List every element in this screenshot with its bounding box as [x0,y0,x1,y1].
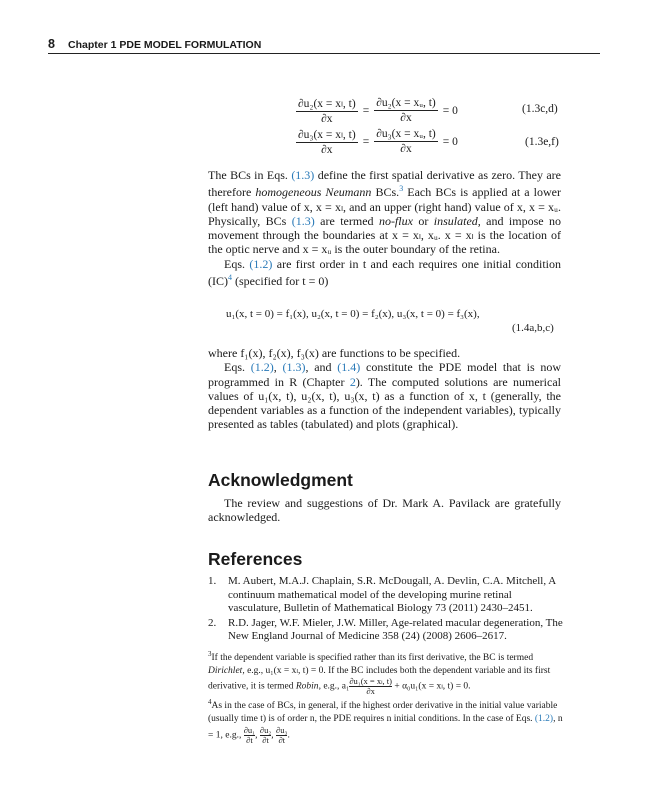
fraction: $\frac{\text{∂u₁}}{\partial t}$ [243,724,256,745]
equation-tail: = 0 [442,135,458,148]
equation-tail: = 0 [442,104,458,117]
numerator: ∂u₃(x = xₗ, t) [298,129,356,141]
denominator: ∂x [321,113,333,125]
fraction: $\frac{\text{∂u₃}}{\partial t}$ [276,724,288,745]
reference-number: 2. [208,616,217,629]
paragraph-model: Eqs. (1.2), (1.3), and (1.4) constitute the PDE model that is now programmed in R (Chapter 2). The computed solutions are numerical values of u₁(x, t), u₂(x, t), u₃(x, t) as a function of x, t (generally, the dependent variables as a function of the independent variables), typically presented as tables (tabulated) and plots (graphical). [208,360,562,432]
footnote-marker[interactable]: 4 [228,273,232,283]
equation-1-3cd: $\frac{\text{∂u₂(x = xₗ, t)}}{\partial x}$ = $\frac{\text{∂u₂(x = xᵤ, t)}}{\partial x}$ = 0 [298,97,458,125]
acknowledgment-heading: Acknowledgment [208,470,353,490]
denominator: ∂x [400,112,412,124]
denominator: ∂x [400,143,412,155]
chapter-title: Chapter 1 PDE MODEL FORMULATION [68,39,262,51]
acknowledgment-text-block [208,496,561,525]
body-text-block [208,168,561,288]
equation-link[interactable]: (1.2) [534,714,554,725]
reference-text: R.D. Jager, W.F. Mieler, J.W. Miller, Age-related macular degeneration, The New England Journal of Medicine 358 (24) (2008) 2606–2617. [228,616,563,642]
equation-1-4: u₁(x, t = 0) = f₁(x), u₂(x, t = 0) = f₂(x), u₃(x, t = 0) = f₃(x), [226,308,480,320]
footnote-marker[interactable]: 3 [399,184,404,194]
reference-item [208,617,563,644]
chapter-link[interactable]: 2 [349,374,356,389]
paragraph-functions: where f₁(x), f₂(x), f₃(x) are functions to be specified. [208,346,461,360]
header-rule [48,53,600,54]
equation-label: (1.4a,b,c) [512,322,554,334]
paragraph-bcs: The BCs in Eqs. (1.3) define the first spatial derivative as zero. They are therefore homogeneous Neumann BCs.$^3$ Each BCs is applied at a lower (left hand) value of x, x = xₗ, and an upper (right hand) value of x, x = xᵤ. Physically, BCs (1.3) are termed no-flux or insulated, and impose no movement through the boundaries at x = xₗ, xᵤ. x = xₗ is the location of the optic nerve and x = xᵤ is the outer boundary of the retina. [208,168,561,257]
equation-link[interactable]: (1.2) [249,256,273,271]
equation-link[interactable]: (1.4) [337,360,361,375]
fraction [374,128,438,155]
running-header [48,37,261,51]
equation-label: (1.3c,d) [522,103,558,115]
equation-label: (1.3e,f) [525,136,559,148]
fraction [296,96,358,125]
reference-item [208,575,563,616]
footnotes [208,648,563,745]
equation-link[interactable]: (1.3) [291,168,315,182]
equation-link[interactable]: (1.3) [282,360,306,375]
fraction [374,97,438,124]
paragraph-ic: Eqs. (1.2) are first order in t and each requires one initial condition (IC)$^4$ (specified for t = 0) [208,256,561,289]
numerator: ∂u₂(x = xᵤ, t) [376,97,436,109]
equation-link[interactable]: (1.2) [250,360,274,375]
reference-list [208,575,563,645]
equation-link[interactable]: (1.3) [291,213,315,228]
acknowledgment-text: The review and suggestions of Dr. Mark A. Pavilack are gratefully acknowledged. [208,496,561,525]
denominator: ∂x [321,144,333,156]
footnote-4: $^4$As in the case of BCs, in general, if the highest order derivative in the initial value variable (usually time t) is of order n, the PDE requires n initial conditions. In the case of Eqs. (1.2), n = 1, e.g., $\frac{\text{∂u₁}}{\partial t}$, $\frac{\text{∂u₂}}{\partial t}$, $\frac{\text{∂u₃}}{\partial t}$. [208,698,563,745]
body-text-block [208,346,561,432]
fraction: $\frac{\text{∂u₁(x = xₗ, t)}}{\partial x}$ [349,676,392,697]
numerator: ∂u₂(x = xₗ, t) [298,98,356,110]
numerator: ∂u₃(x = xᵤ, t) [376,128,436,140]
equation-1-3ef: $\frac{\text{∂u₃(x = xₗ, t)}}{\partial x}$ = $\frac{\text{∂u₃(x = xᵤ, t)}}{\partial x}$ = 0 [298,128,458,156]
reference-text: M. Aubert, M.A.J. Chaplain, S.R. McDougall, A. Devlin, C.A. Mitchell, A continuum mathematical model of the developing murine retinal vasculature, Bulletin of Mathematical Biology 73 (2011) 2430–2451. [228,575,556,614]
page-number: 8 [48,37,55,51]
fraction: $\frac{\text{∂u₂}}{\partial t}$ [259,724,272,745]
footnote-3: $^3$If the dependent variable is specified rather than its first derivative, the BC is termed Dirichlet, e.g., u₁(x = xₗ, t) = 0. If the BC includes both the dependent variable and its first derivative, it is termed Robin, e.g., a₁ $\frac{\text{∂u₁(x = xₗ, t)}}{\partial x} + \alpha_0u_1(x = x_l$, t) = 0. [208,650,551,697]
references-heading: References [208,549,303,569]
reference-number: 1. [208,575,217,587]
fraction [296,127,358,156]
